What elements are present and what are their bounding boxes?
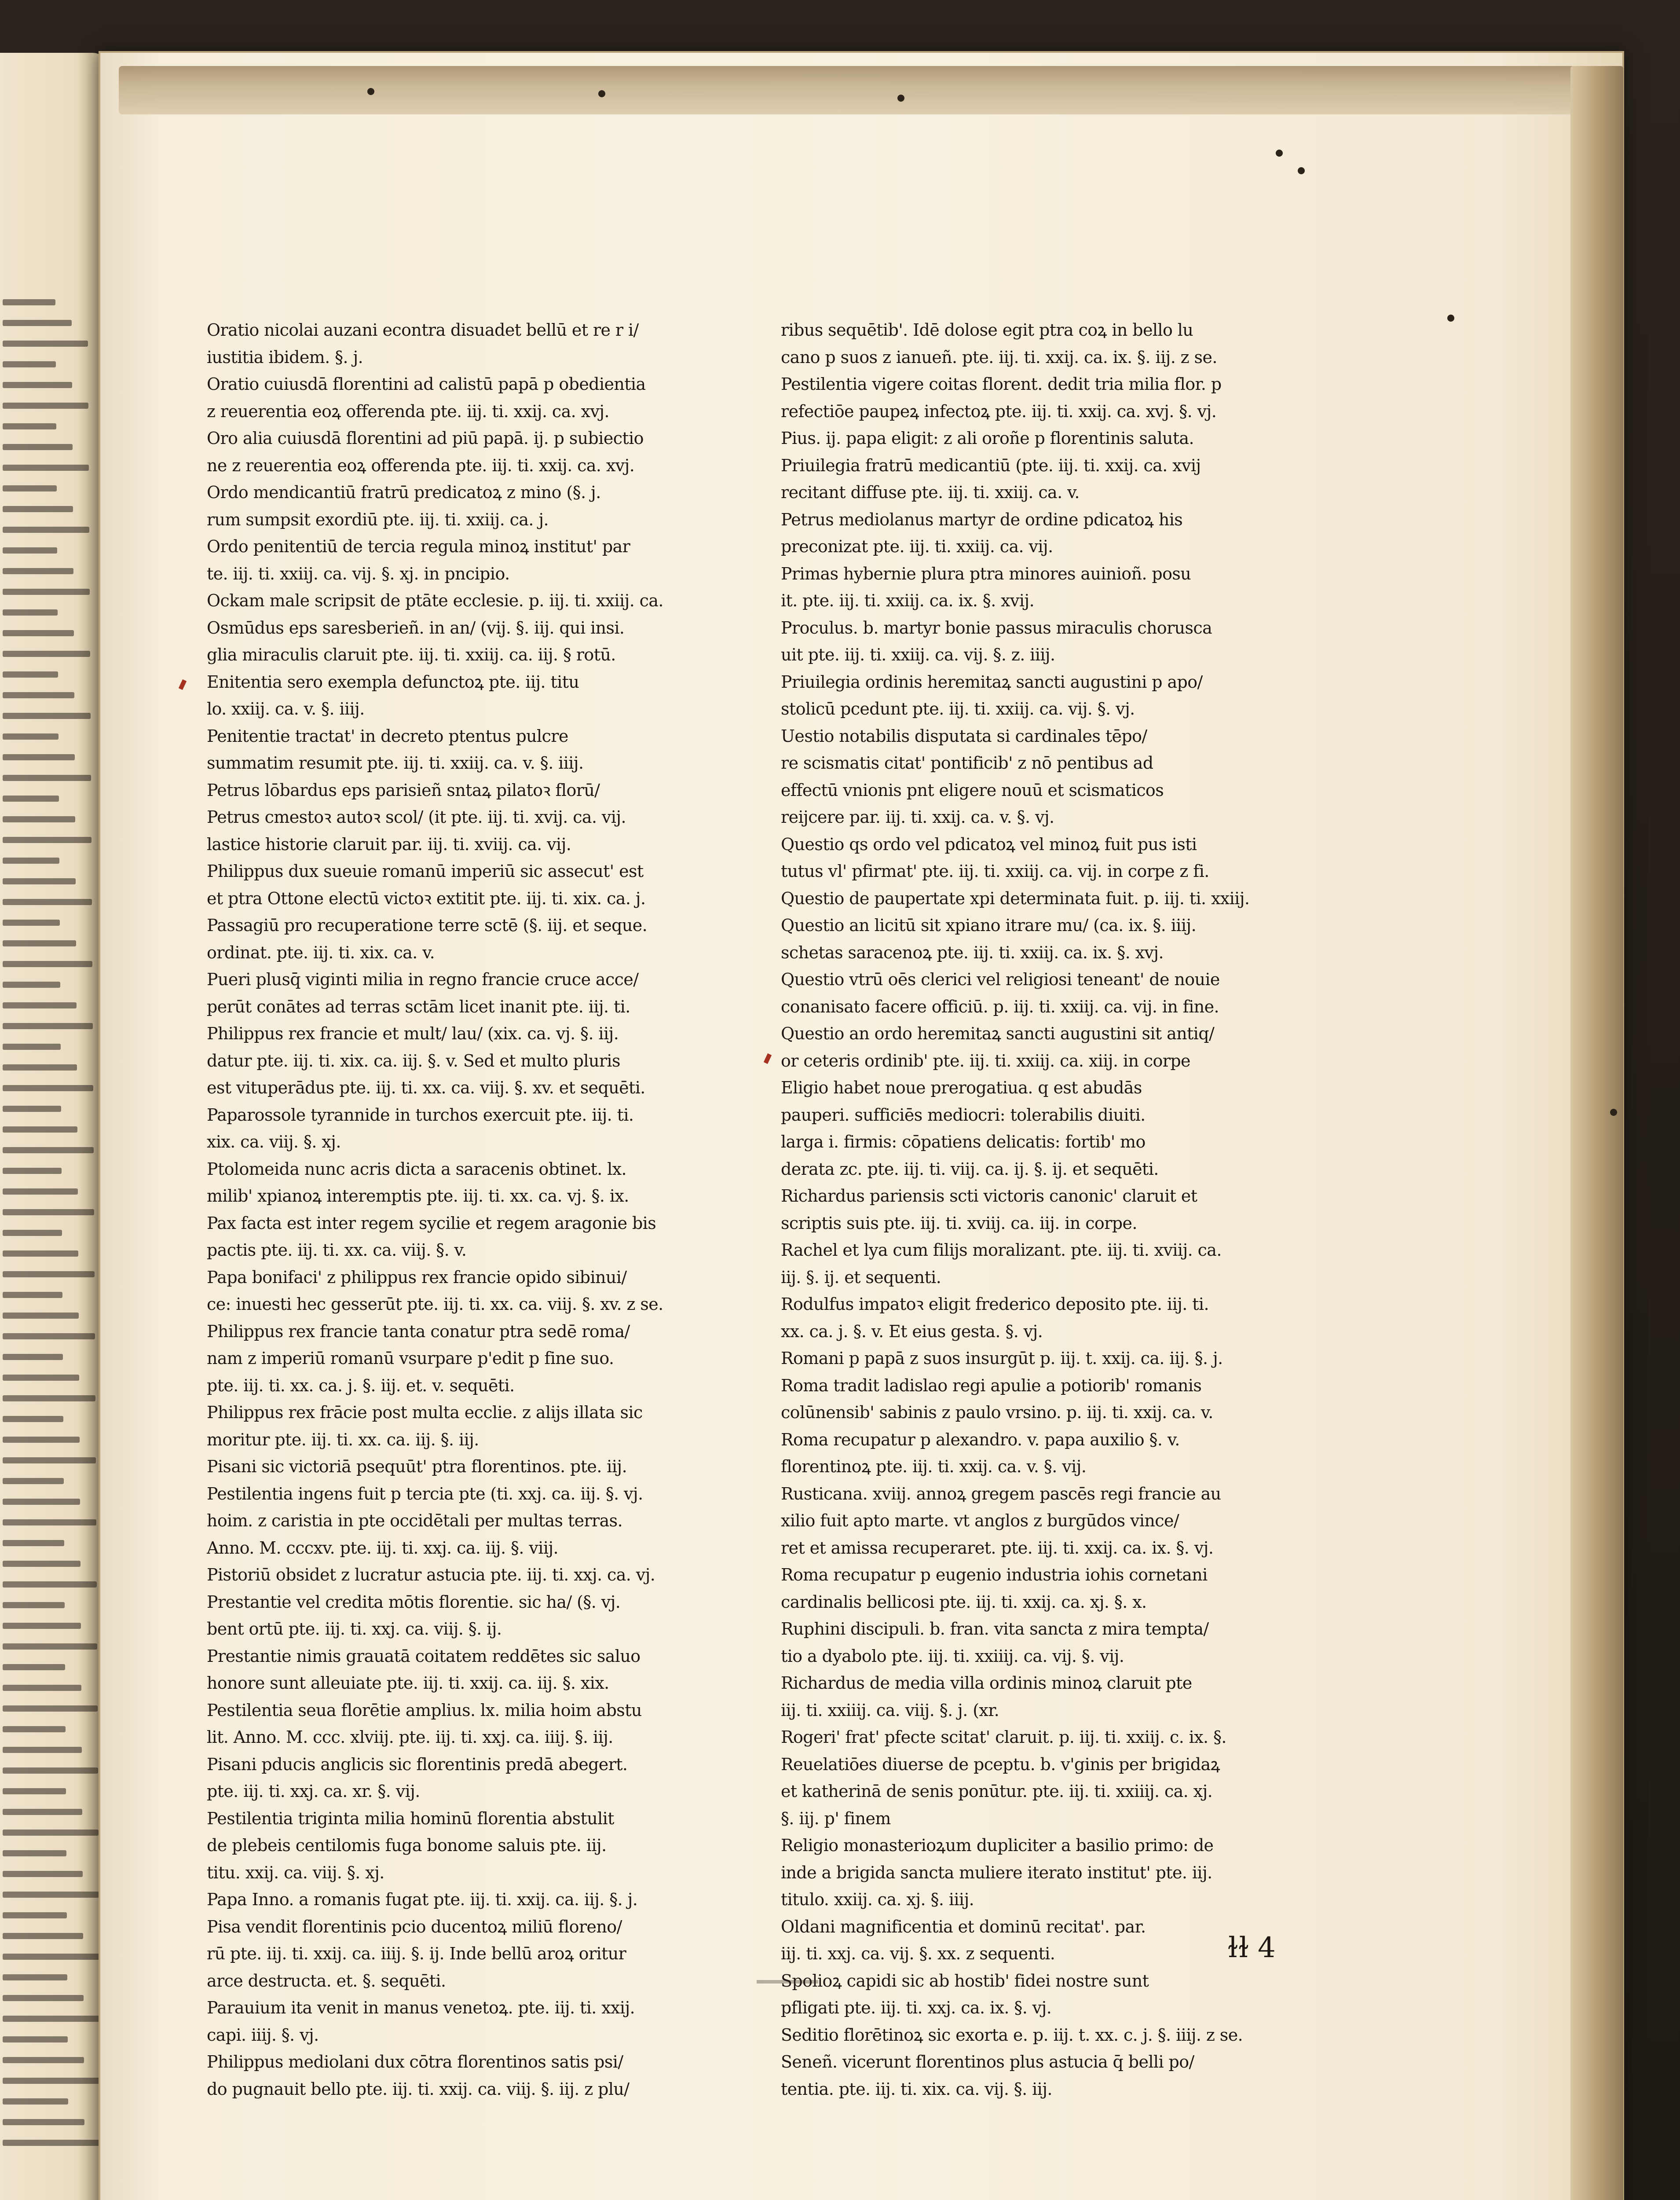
previous-page-text-stroke <box>3 1271 95 1277</box>
previous-page-text-stroke <box>3 1209 94 1215</box>
previous-page-text-stroke <box>3 1375 79 1381</box>
text-line: ribus sequētib'. Idē dolose egit ptra coꝝ in bello lu <box>781 320 1193 340</box>
previous-page-text-stroke <box>3 775 91 781</box>
text-line: inde a brigida sancta muliere iterato institut' pte. iij. <box>781 1863 1212 1882</box>
text-line: Philippus mediolani dux cōtra florentinos satis psi/ <box>207 2052 623 2072</box>
previous-page-text-stroke <box>3 1747 82 1753</box>
previous-page-text-stroke <box>3 1499 80 1505</box>
previous-page-text-stroke <box>3 1457 96 1463</box>
text-line: Proculus. b. martyr bonie passus miraculis chorusca <box>781 618 1212 638</box>
text-line: cano p suos z ianueñ. pte. iij. ti. xxij. ca. ix. §. iij. z se. <box>781 347 1217 367</box>
previous-page-text-stroke <box>3 1995 84 2001</box>
text-line: Religio monasterioꝝum dupliciter a basilio primo: de <box>781 1836 1214 1855</box>
text-line: titulo. xxiij. ca. xj. §. iiij. <box>781 1890 974 1909</box>
text-line: iij. §. ij. et sequenti. <box>781 1267 941 1287</box>
text-line: Oratio cuiusdā florentini ad calistū papā p obedientia <box>207 374 646 394</box>
previous-page-text-stroke <box>3 485 57 491</box>
previous-page-text-stroke <box>3 1002 77 1008</box>
text-line: Eligio habet noue prerogatiua. q est abudās <box>781 1078 1142 1097</box>
previous-page-text-stroke <box>3 1871 83 1877</box>
previous-page-text-stroke <box>3 568 73 574</box>
text-line: Roma tradit ladislao regi apulie a potiorib' romanis <box>781 1375 1202 1395</box>
previous-page-text-stroke <box>3 878 76 884</box>
worm-hole <box>367 88 374 95</box>
binding-frame-right <box>1570 66 1623 2200</box>
right-text-column <box>781 317 1249 2103</box>
text-line: Pestilentia triginta milia hominū florentia abstulit <box>207 1808 614 1828</box>
previous-page-text-stroke <box>3 1581 97 1588</box>
previous-page-text-stroke <box>3 837 92 843</box>
text-line: Papa bonifaci' z philippus rex francie opido sibinui/ <box>207 1267 627 1287</box>
text-line: Rusticana. xviij. annoꝝ gregem pascēs regi francie au <box>781 1484 1221 1503</box>
text-line: pauperi. sufficiēs mediocri: tolerabilis diuiti. <box>781 1105 1146 1125</box>
previous-page-text-stroke <box>3 1416 63 1422</box>
text-line: larga i. firmis: cōpatiens delicatis: fortib' mo <box>781 1132 1146 1151</box>
previous-page-text-stroke <box>3 1313 79 1319</box>
text-line: Passagiū pro recuperatione terre sctē (§. iij. et seque. <box>207 916 648 935</box>
text-line: z reuerentia eoꝝ offerenda pte. iij. ti. xxij. ca. xvj. <box>207 401 609 421</box>
text-line: xilio fuit apto marte. vt anglos z burgūdos vince/ <box>781 1511 1179 1530</box>
text-line: Pestilentia seua florētie amplius. lx. milia hoim abstu <box>207 1700 642 1720</box>
previous-page-text-stroke <box>3 1726 66 1732</box>
text-line: Enitentia sero exempla defunctoꝝ pte. iij. titu <box>207 672 579 692</box>
text-line: colūnensib' sabinis z paulo vrsino. p. iij. ti. xxij. ca. v. <box>781 1403 1213 1422</box>
previous-page-text-stroke <box>3 547 57 554</box>
text-line: §. iij. p' finem <box>781 1808 891 1828</box>
text-line: Penitentie tractat' in decreto ptentus pulcre <box>207 726 568 746</box>
text-line: Osmūdus eps saresberieñ. in an/ (vij. §. iij. qui insi. <box>207 618 625 638</box>
previous-page-text-stroke <box>3 1767 98 1774</box>
text-line: pte. iij. ti. xx. ca. j. §. iij. et. v. sequēti. <box>207 1375 515 1395</box>
text-line: Uestio notabilis disputata si cardinales tēpo/ <box>781 726 1147 746</box>
text-line: milib' xpianoꝝ interemptis pte. iij. ti. xx. ca. vj. §. ix. <box>207 1186 629 1206</box>
previous-page-text-stroke <box>3 1354 63 1360</box>
previous-page-edge <box>0 53 110 2200</box>
text-line: ret et amissa recuperaret. pte. iij. ti. xxij. ca. ix. §. vj. <box>781 1538 1214 1558</box>
worm-hole <box>1298 167 1305 174</box>
worm-hole <box>1276 150 1283 157</box>
text-line: ne z reuerentia eoꝝ offerenda pte. iij. ti. xxij. ca. xvj. <box>207 455 635 475</box>
previous-page-text-stroke <box>3 1333 95 1339</box>
text-line: stolicū pcedunt pte. iij. ti. xxiij. ca. vij. §. vj. <box>781 699 1135 719</box>
previous-page-text-stroke <box>3 1044 61 1050</box>
text-line: ce: inuesti hec gesserūt pte. iij. ti. xx. ca. viij. §. xv. z se. <box>207 1294 663 1314</box>
text-line: effectū vnionis pnt eligere nouū et scismaticos <box>781 780 1164 800</box>
text-line: Rachel et lya cum filijs moralizant. pte. iij. ti. xviij. ca. <box>781 1240 1222 1260</box>
text-line: scriptis suis pte. iij. ti. xviij. ca. iij. in corpe. <box>781 1213 1137 1233</box>
text-line: Petrus mediolanus martyr de ordine pdicatoꝝ his <box>781 510 1183 529</box>
text-line: Pestilentia vigere coitas florent. dedit tria milia flor. p <box>781 374 1222 394</box>
text-line: Pisani pducis anglicis sic florentinis predā abegert. <box>207 1754 628 1774</box>
text-line: Romani p papā z suos insurgūt p. iij. t. xxij. ca. iij. §. j. <box>781 1349 1223 1368</box>
previous-page-text-stroke <box>3 713 91 719</box>
previous-page-text-stroke <box>3 1540 64 1546</box>
text-line: honore sunt alleuiate pte. iij. ti. xxij. ca. iij. §. xix. <box>207 1673 609 1693</box>
text-line: Ockam male scripsit de ptāte ecclesie. p. iij. ti. xxiij. ca. <box>207 591 663 610</box>
previous-page-text-stroke <box>3 982 60 988</box>
text-line: pte. iij. ti. xxj. ca. xr. §. vij. <box>207 1782 420 1801</box>
previous-page-text-stroke <box>3 1437 80 1443</box>
text-line: Philippus dux sueuie romanū imperiū sic assecut' est <box>207 862 644 881</box>
previous-page-text-stroke <box>3 2140 101 2146</box>
text-line: conanisato facere officiū. p. iij. ti. xxiij. ca. vij. in fine. <box>781 997 1219 1016</box>
text-line: tentia. pte. iij. ti. xix. ca. vij. §. iij. <box>781 2079 1052 2099</box>
text-line: do pugnauit bello pte. iij. ti. xxij. ca. viij. §. iij. z plu/ <box>207 2079 630 2099</box>
text-line: Philippus rex francie tanta conatur ptra sedē roma/ <box>207 1321 630 1341</box>
text-line: iij. ti. xxiiij. ca. viij. §. j. (xr. <box>781 1700 999 1720</box>
text-line: reijcere par. iij. ti. xxij. ca. v. §. vj. <box>781 807 1054 827</box>
text-line: Richardus pariensis scti victoris canonic' claruit et <box>781 1186 1197 1206</box>
text-line: Oro alia cuiusdā florentini ad piū papā. ij. p subiectio <box>207 429 644 448</box>
text-line: nam z imperiū romanū vsurpare p'edit p fine suo. <box>207 1349 614 1368</box>
text-line: Questio qs ordo vel pdicatoꝝ vel minoꝝ fuit pus isti <box>781 834 1197 854</box>
previous-page-text-stroke <box>3 382 72 388</box>
previous-page-text-stroke <box>3 527 89 533</box>
text-line: tutus vl' pfirmat' pte. iij. ti. xxiij. ca. vij. in corpe z fi. <box>781 862 1209 881</box>
previous-page-text-stroke <box>3 609 58 616</box>
text-line: it. pte. iij. ti. xxiij. ca. ix. §. xvij. <box>781 591 1035 610</box>
text-line: rum sumpsit exordiū pte. iij. ti. xxiij. ca. j. <box>207 510 549 529</box>
previous-page-text-stroke <box>3 1147 94 1153</box>
previous-page-text-stroke <box>3 899 92 905</box>
text-line: glia miraculis claruit pte. iij. ti. xxiij. ca. iij. § rotū. <box>207 645 616 664</box>
text-line: Pisa vendit florentinis pcio ducentoꝝ miliū floreno/ <box>207 1917 622 1936</box>
text-line: lit. Anno. M. ccc. xlviij. pte. iij. ti. xxj. ca. iiij. §. iij. <box>207 1727 613 1747</box>
previous-page-text-stroke <box>3 630 74 636</box>
text-line: Pestilentia ingens fuit p tercia pte (ti. xxj. ca. iij. §. vj. <box>207 1484 643 1503</box>
previous-page-text-stroke <box>3 1106 61 1112</box>
text-line: Seneñ. vicerunt florentinos plus astucia q̄ belli po/ <box>781 2052 1194 2072</box>
text-line: Priuilegia ordinis heremitaꝝ sancti augustini p apo/ <box>781 672 1203 692</box>
previous-page-text-stroke <box>3 651 90 657</box>
previous-page-text-stroke <box>3 2119 84 2125</box>
previous-page-text-stroke <box>3 1561 81 1567</box>
previous-page-text-stroke <box>3 1395 95 1401</box>
worm-hole <box>598 90 605 97</box>
text-line: Questio an ordo heremitaꝝ sancti augustini sit antiq/ <box>781 1024 1215 1043</box>
text-line: lastice historie claruit par. iij. ti. xviij. ca. vij. <box>207 834 571 854</box>
previous-page-text-stroke <box>3 1954 99 1960</box>
previous-page-text-stroke <box>3 1188 78 1195</box>
previous-page-text-stroke <box>3 671 58 678</box>
text-line: rū pte. iij. ti. xxij. ca. iiij. §. ij. Inde bellū aroꝝ oritur <box>207 1944 626 1963</box>
previous-page-text-stroke <box>3 1933 83 1939</box>
text-line: derata zc. pte. iij. ti. viij. ca. ij. §. ij. et sequēti. <box>781 1159 1159 1179</box>
text-line: iustitia ibidem. §. j. <box>207 347 363 367</box>
previous-page-text-stroke <box>3 1126 77 1133</box>
text-line: Ruphini discipuli. b. fran. vita sancta z mira tempta/ <box>781 1619 1209 1639</box>
previous-page-text-stroke <box>3 589 90 595</box>
worm-hole <box>1447 315 1454 322</box>
text-line: summatim resumit pte. iij. ti. xxiij. ca. v. §. iiij. <box>207 753 584 773</box>
previous-page-text-stroke <box>3 1664 65 1670</box>
previous-page-text-stroke <box>3 423 56 429</box>
previous-page-text-stroke <box>3 920 60 926</box>
text-line: Prestantie nimis grauatā coitatem reddētes sic saluo <box>207 1646 641 1666</box>
previous-page-text-stroke <box>3 2057 84 2063</box>
text-line: Reuelatiōes diuerse de pceptu. b. v'ginis per brigidaꝝ <box>781 1754 1220 1774</box>
text-line: Pueri plusq̄ viginti milia in regno francie cruce acce/ <box>207 970 639 989</box>
previous-page-text-stroke <box>3 361 56 367</box>
text-line: or ceteris ordinib' pte. iij. ti. xxiij. ca. xiij. in corpe <box>781 1051 1190 1071</box>
previous-page-text-stroke <box>3 1168 62 1174</box>
previous-page-text-stroke <box>3 2036 68 2042</box>
text-line: Prestantie vel credita mōtis florentie. sic ha/ (§. vj. <box>207 1592 621 1612</box>
previous-page-text-stroke <box>3 1064 77 1071</box>
text-line: iij. ti. xxj. ca. vij. §. xx. z sequenti. <box>781 1944 1055 1963</box>
previous-page-text-stroke <box>3 444 73 450</box>
text-line: refectiōe paupeꝝ infectoꝝ pte. iij. ti. xxij. ca. xvj. §. vj. <box>781 401 1217 421</box>
text-line: xx. ca. j. §. v. Et eius gesta. §. vj. <box>781 1321 1043 1341</box>
text-line: Rodulfus impatoꝛ eligit frederico deposito pte. iij. ti. <box>781 1294 1209 1314</box>
worm-hole <box>897 95 904 102</box>
previous-page-text-stroke <box>3 2098 68 2105</box>
previous-page-text-stroke <box>3 1912 67 1918</box>
text-line: Papa Inno. a romanis fugat pte. iij. ti. xxij. ca. iij. §. j. <box>207 1890 638 1909</box>
text-line: ordinat. pte. iij. ti. xix. ca. v. <box>207 942 435 962</box>
text-line: est vituperādus pte. iij. ti. xx. ca. viij. §. xv. et sequēti. <box>207 1078 645 1097</box>
previous-page-text-stroke <box>3 2078 100 2084</box>
text-line: recitant diffuse pte. iij. ti. xxiij. ca. v. <box>781 483 1080 502</box>
text-line: perūt conātes ad terras sctām licet inanit pte. iij. ti. <box>207 997 630 1016</box>
text-line: Spolioꝝ capidi sic ab hostib' fidei nostre sunt <box>781 1971 1149 1991</box>
previous-page-text-stroke <box>3 299 55 305</box>
text-line: re scismatis citat' pontificib' z nō pentibus ad <box>781 753 1153 773</box>
previous-page-text-stroke <box>3 320 72 326</box>
previous-page-text-stroke <box>3 754 75 760</box>
text-line: Ptolomeida nunc acris dicta a saracenis obtinet. lx. <box>207 1159 627 1179</box>
text-line: lo. xxiij. ca. v. §. iiij. <box>207 699 365 719</box>
previous-page-text-stroke <box>3 506 73 512</box>
catchword-mark <box>757 1980 818 1984</box>
text-line: Pax facta est inter regem sycilie et regem aragonie bis <box>207 1213 656 1233</box>
previous-page-text-stroke <box>3 1478 64 1484</box>
previous-page-text-stroke <box>3 1892 99 1898</box>
text-line: Ordo penitentiū de tercia regula minoꝝ institut' par <box>207 537 630 556</box>
text-line: Petrus lōbardus eps parisieñ sntaꝝ pilatoꝛ florū/ <box>207 780 600 800</box>
text-line: arce destructa. et. §. sequēti. <box>207 1971 446 1991</box>
previous-page-text-stroke <box>3 341 88 347</box>
text-line: Pistoriū obsidet z lucratur astucia pte. iij. ti. xxj. ca. vj. <box>207 1565 655 1584</box>
text-line: Philippus rex frācie post multa ecclie. z alijs illata sic <box>207 1403 643 1422</box>
previous-page-text-stroke <box>3 1788 66 1794</box>
text-line: te. iij. ti. xxiij. ca. vij. §. xj. in pncipio. <box>207 564 510 583</box>
previous-page-text-stroke <box>3 796 59 802</box>
previous-page-text-stroke <box>3 403 88 409</box>
text-line: Paparossole tyrannide in turchos exercuit pte. iij. ti. <box>207 1105 634 1125</box>
text-line: Pisani sic victoriā psequūt' ptra florentinos. pte. iij. <box>207 1457 627 1476</box>
text-line: Philippus rex francie et mult/ lau/ (xix. ca. vj. §. iij. <box>207 1024 619 1043</box>
previous-page-text-stroke <box>3 961 92 967</box>
text-line: cardinalis bellicosi pte. iij. ti. xxij. ca. xj. §. x. <box>781 1592 1147 1612</box>
worm-hole <box>1610 1109 1617 1116</box>
text-line: et katherinā de senis ponūtur. pte. iij. ti. xxiiij. ca. xj. <box>781 1782 1213 1801</box>
previous-page-text-stroke <box>3 1809 82 1815</box>
text-line: Oratio nicolai auzani econtra disuadet bellū et re r i/ <box>207 320 639 340</box>
previous-page-text-stroke <box>3 1519 96 1525</box>
text-line: preconizat pte. iij. ti. xxiij. ca. vij. <box>781 537 1053 556</box>
previous-page-text-stroke <box>3 1830 99 1836</box>
text-line: de plebeis centilomis fuga bonome saluis pte. iij. <box>207 1836 607 1855</box>
text-line: pfligati pte. iij. ti. xxj. ca. ix. §. vj. <box>781 1998 1052 2017</box>
previous-page-text-stroke <box>3 1292 62 1298</box>
previous-page-text-stroke <box>3 1230 62 1236</box>
signature-mark: ɫɫ 4 <box>1227 1932 1276 1964</box>
text-line: Seditio florētinoꝝ sic exorta e. p. iij. t. xx. c. j. §. iiij. z se. <box>781 2025 1243 2045</box>
text-line: florentinoꝝ pte. iij. ti. xxij. ca. v. §. vij. <box>781 1457 1087 1476</box>
left-text-column <box>207 317 663 2103</box>
text-line: bent ortū pte. iij. ti. xxj. ca. viij. §. ij. <box>207 1619 502 1639</box>
text-line: Pius. ij. papa eligit: z ali oroñe p florentinis saluta. <box>781 429 1194 448</box>
previous-page-text-stroke <box>3 1643 97 1650</box>
previous-page-text-stroke <box>3 692 74 698</box>
text-line: Priuilegia fratrū medicantiū (pte. iij. ti. xxij. ca. xvij <box>781 455 1201 475</box>
text-line: moritur pte. iij. ti. xx. ca. iij. §. iij. <box>207 1430 479 1449</box>
text-line: titu. xxij. ca. viij. §. xj. <box>207 1863 384 1882</box>
previous-page-text-stroke <box>3 1705 98 1712</box>
previous-page-text-stroke <box>3 1602 65 1608</box>
previous-page-text-stroke <box>3 1250 78 1257</box>
text-line: Primas hybernie plura ptra minores auinioñ. posu <box>781 564 1191 583</box>
text-line: Questio de paupertate xpi determinata fuit. p. iij. ti. xxiij. <box>781 888 1250 908</box>
text-line: datur pte. iij. ti. xix. ca. iij. §. v. Sed et multo pluris <box>207 1051 620 1071</box>
text-line: Questio vtrū oēs clerici vel religiosi teneant' de nouie <box>781 970 1220 989</box>
previous-page-text-stroke <box>3 1850 66 1856</box>
text-line: Parauium ita venit in manus venetoꝝ. pte. iij. ti. xxij. <box>207 1998 635 2017</box>
previous-page-text-stroke <box>3 858 59 864</box>
previous-page-text-stroke <box>3 1085 93 1091</box>
previous-page-text-stroke <box>3 733 59 740</box>
previous-page-text-stroke <box>3 1023 93 1029</box>
text-line: Roma recupatur p alexandro. v. papa auxilio §. v. <box>781 1430 1180 1449</box>
text-line: Questio an licitū sit xpiano itrare mu/ (ca. ix. §. iiij. <box>781 916 1197 935</box>
binding-frame-top <box>119 66 1614 114</box>
text-line: Ordo mendicantiū fratrū predicatoꝝ z mino (§. j. <box>207 483 601 502</box>
previous-page-text-stroke <box>3 1974 67 1980</box>
text-line: capi. iiij. §. vj. <box>207 2025 319 2045</box>
previous-page-text-stroke <box>3 816 75 822</box>
text-line: et ptra Ottone electū victoꝛ extitit pte. iij. ti. xix. ca. j. <box>207 888 646 908</box>
text-line: Anno. M. cccxv. pte. iij. ti. xxj. ca. iij. §. viij. <box>207 1538 559 1558</box>
text-line: pactis pte. iij. ti. xx. ca. viij. §. v. <box>207 1240 467 1260</box>
previous-page-text-stroke <box>3 1623 81 1629</box>
text-line: Richardus de media villa ordinis minoꝝ claruit pte <box>781 1673 1192 1693</box>
previous-page-text-stroke <box>3 2016 100 2022</box>
text-line: xix. ca. viij. §. xj. <box>207 1132 341 1151</box>
previous-page-text-stroke <box>3 1685 81 1691</box>
text-line: Roma recupatur p eugenio industria iohis cornetani <box>781 1565 1208 1584</box>
text-line: Oldani magnificentia et dominū recitat'. par. <box>781 1917 1146 1936</box>
previous-page-text-stroke <box>3 465 89 471</box>
text-line: Petrus cmestoꝛ autoꝛ scol/ (it pte. iij. ti. xvij. ca. vij. <box>207 807 626 827</box>
previous-page-text-stroke <box>3 940 76 946</box>
text-line: schetas saracenoꝝ pte. iij. ti. xxiij. ca. ix. §. xvj. <box>781 942 1164 962</box>
text-line: uit pte. iij. ti. xxiij. ca. vij. §. z. iiij. <box>781 645 1055 664</box>
text-line: hoim. z caristia in pte occidētali per multas terras. <box>207 1511 623 1530</box>
text-line: Rogeri' frat' pfecte scitat' claruit. p. iij. ti. xxiij. c. ix. §. <box>781 1727 1226 1747</box>
text-line: tio a dyabolo pte. iij. ti. xxiiij. ca. vij. §. vij. <box>781 1646 1124 1666</box>
